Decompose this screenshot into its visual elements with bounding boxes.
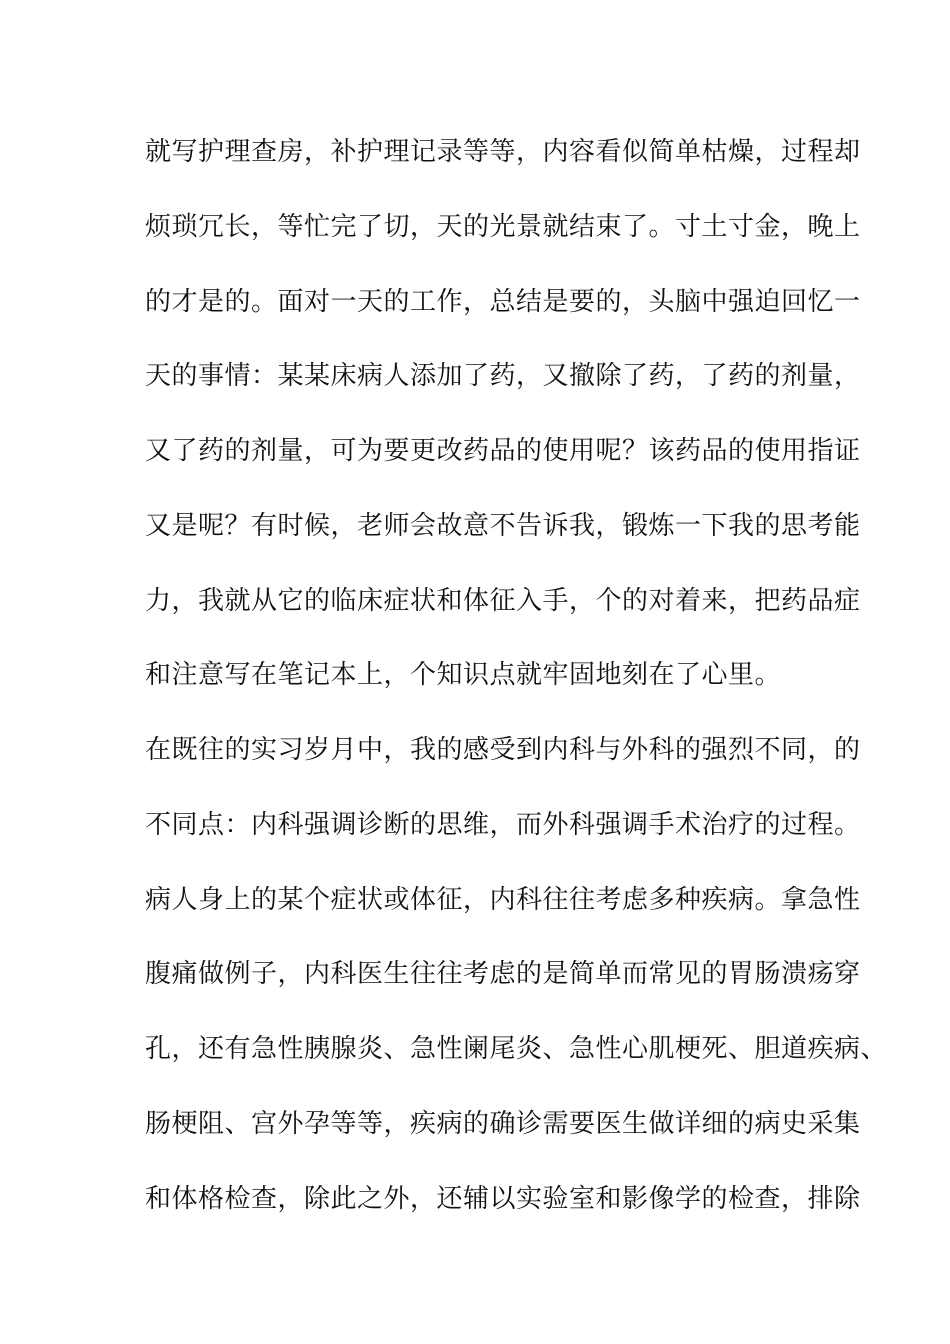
text-line: 不同点：内科强调诊断的思维，而外科强调手术治疗的过程。 xyxy=(145,810,861,840)
text-line: 在既往的实习岁月中，我的感受到内科与外科的强烈不同，的 xyxy=(145,735,861,765)
text-line: 天的事情：某某床病人添加了药，又撤除了药，了药的剂量， xyxy=(145,361,861,391)
text-line: 腹痛做例子，内科医生往往考虑的是简单而常见的胃肠溃疡穿 xyxy=(145,959,861,989)
text-line: 病人身上的某个症状或体征，内科往往考虑多种疾病。拿急性 xyxy=(145,885,861,915)
text-line: 又了药的剂量，可为要更改药品的使用呢？该药品的使用指证 xyxy=(145,436,861,466)
text-line: 就写护理查房，补护理记录等等，内容看似简单枯燥，过程却 xyxy=(145,137,861,167)
text-line: 孔，还有急性胰腺炎、急性阑尾炎、急性心肌梗死、胆道疾病、 xyxy=(145,1034,888,1064)
text-line: 和注意写在笔记本上，个知识点就牢固地刻在了心里。 xyxy=(145,660,782,690)
text-line: 和体格检查，除此之外，还辅以实验室和影像学的检查，排除 xyxy=(145,1184,861,1214)
text-line: 的才是的。面对一天的工作，总结是要的，头脑中强迫回忆一 xyxy=(145,287,861,317)
text-line: 力，我就从它的临床症状和体征入手，个的对着来，把药品症 xyxy=(145,586,861,616)
text-line: 又是呢？有时候，老师会故意不告诉我，锻炼一下我的思考能 xyxy=(145,511,861,541)
text-line: 肠梗阻、宫外孕等等，疾病的确诊需要医生做详细的病史采集 xyxy=(145,1109,861,1139)
text-line: 烦琐冗长，等忙完了切，天的光景就结束了。寸土寸金，晚上 xyxy=(145,212,861,242)
